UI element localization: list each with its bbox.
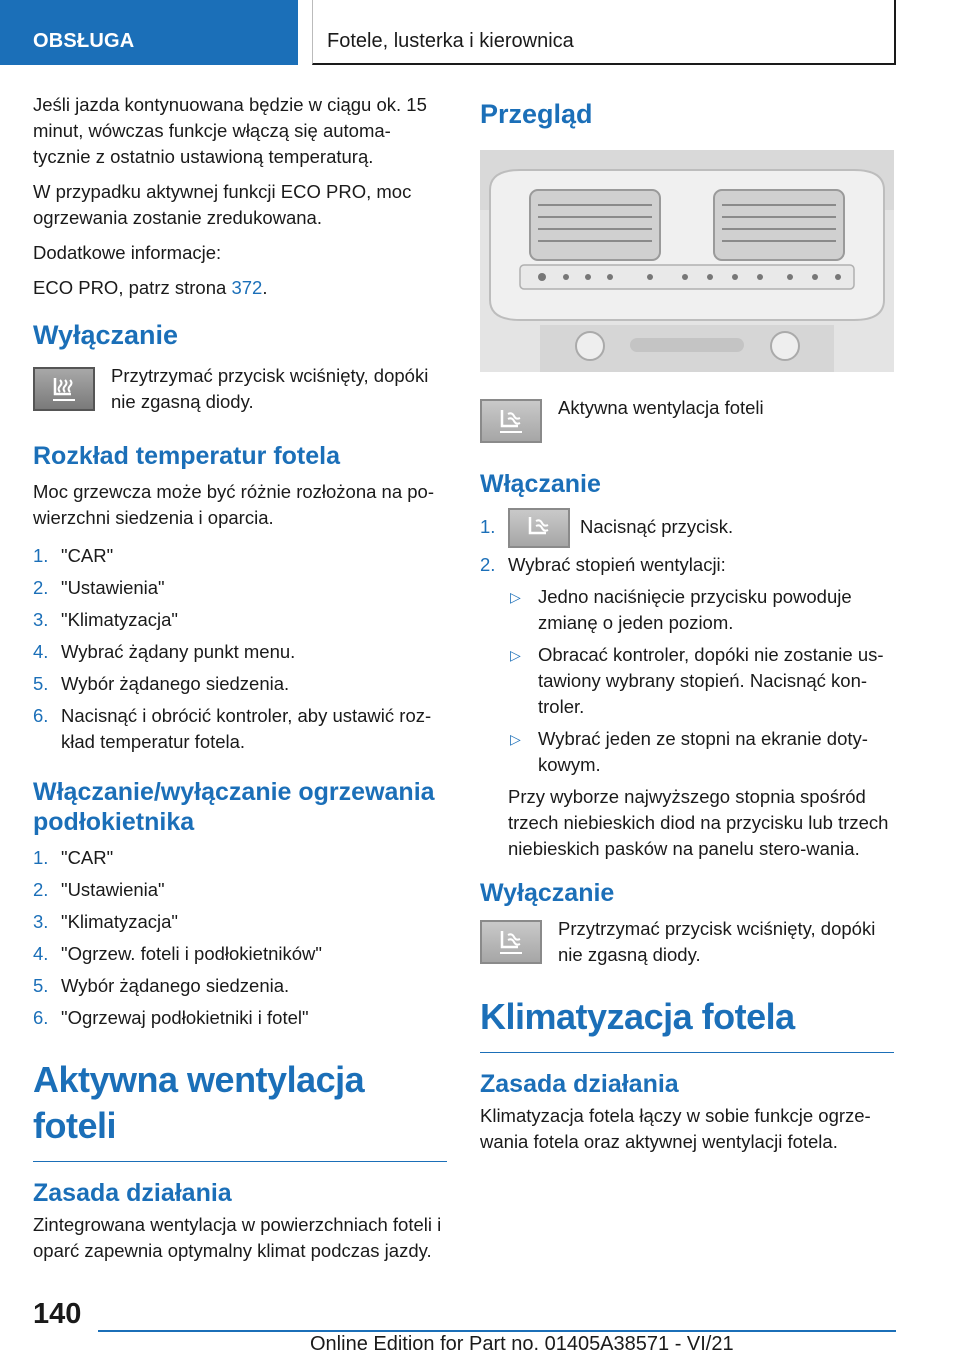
step-number: 1. <box>33 847 49 868</box>
armrest-steps <box>33 845 447 1031</box>
title-ventilation: Aktywna wentylacja foteli <box>33 1057 447 1162</box>
list-item <box>33 973 447 999</box>
principle-text: Zintegrowana wentylacja w powierzchniach foteli i oparć zapewnia optymalny klimat podczas jazdy. <box>33 1214 442 1261</box>
overview-caption: Aktywna wentylacja foteli <box>558 397 764 418</box>
step-text: Wybór żądanego siedzenia. <box>61 673 290 694</box>
section-label: OBSŁUGA <box>33 30 135 52</box>
list-item <box>508 726 894 778</box>
list-item <box>33 607 447 633</box>
title-climate: Klimatyzacja fotela <box>480 994 894 1053</box>
heading-off: Wyłączanie <box>33 320 179 350</box>
off-instruction <box>33 363 447 415</box>
triangle-bullet-icon: ▷ <box>510 731 521 748</box>
ventilation-button-icon <box>508 508 570 548</box>
step-text: Nacisnąć i obrócić kontroler, aby ustawić roz-kład temperatur fotela. <box>61 705 432 752</box>
ventilation-note: Przy wyborze najwyższego stopnia spośród trzech niebieskich diod na przycisku lub trzech niebieskich pasków na panelu stero-wania. <box>508 786 889 860</box>
heading-principle: Zasada działania <box>480 1070 679 1099</box>
step-number: 5. <box>33 975 49 996</box>
seat-heating-button <box>33 367 95 411</box>
step-text: "CAR" <box>61 545 114 566</box>
on-steps <box>480 507 894 862</box>
footer-divider <box>98 1330 896 1332</box>
step-text: "Klimatyzacja" <box>61 609 178 630</box>
list-item <box>33 671 447 697</box>
right-column <box>480 92 894 1164</box>
step-number: 1. <box>480 516 496 537</box>
list-item <box>508 642 894 720</box>
step-number: 4. <box>33 641 49 662</box>
bullet-text: Obracać kontroler, dopóki nie zostanie us-tawiony wybrany stopień. Nacisnąć kon-troler. <box>538 644 884 718</box>
step-text: Wybór żądanego siedzenia. <box>61 975 290 996</box>
step-number: 1. <box>33 545 49 566</box>
seat-ventilation-button <box>480 920 542 964</box>
page-link[interactable]: 372 <box>231 277 263 298</box>
intro-paragraph: W przypadku aktywnej funkcji ECO PRO, moc ogrzewania zostanie zredukowana. <box>33 181 412 228</box>
heading-armrest: Włączanie/wyłączanie ogrzewania podłokietnika <box>33 778 435 836</box>
step-text: "Ustawienia" <box>61 577 165 598</box>
seat-ventilation-icon <box>494 927 528 957</box>
distribution-steps <box>33 543 447 755</box>
step-number: 6. <box>33 705 49 726</box>
heading-off: Wyłączanie <box>480 879 615 908</box>
distribution-text: Moc grzewcza może być różnie rozłożona na po-wierzchni siedzenia i oparcia. <box>33 481 435 528</box>
step-text: Wybrać żądany punkt menu. <box>61 641 296 662</box>
step-number: 3. <box>33 609 49 630</box>
eco-pro-text: ECO PRO, patrz strona <box>33 277 232 298</box>
heading-principle: Zasada działania <box>33 1179 232 1207</box>
step-number: 2. <box>480 554 496 576</box>
step-text: "Ogrzewaj podłokietniki i fotel" <box>61 1007 309 1028</box>
step-text: Nacisnąć przycisk. <box>580 516 734 537</box>
heading-overview: Przegląd <box>480 99 593 129</box>
seat-ventilation-button <box>480 399 542 443</box>
step-number: 2. <box>33 577 49 598</box>
heading-on: Włączanie <box>480 470 601 498</box>
intro-paragraph: Jeśli jazda kontynuowana będzie w ciągu ok. 15 minut, wówczas funkcje włączą się automa-tycznie z ostatnio ustawioną temperaturą. <box>33 94 427 167</box>
step-text: "Klimatyzacja" <box>61 911 178 932</box>
step-number: 4. <box>33 943 49 964</box>
seat-heating-icon <box>47 374 81 404</box>
list-item <box>33 575 447 601</box>
step-number: 3. <box>33 911 49 932</box>
left-column <box>33 92 447 1273</box>
step-text: Wybrać stopień wentylacji: <box>508 554 726 576</box>
step-text: "Ogrzew. foteli i podłokietników" <box>61 943 322 964</box>
edition-text: Online Edition for Part no. 01405A38571 - VI/21 <box>310 1333 734 1355</box>
list-item <box>33 877 447 903</box>
chapter-title: Fotele, lusterka i kierownica <box>327 30 574 52</box>
list-item <box>33 543 447 569</box>
list-item <box>508 584 894 636</box>
list-item <box>480 507 894 548</box>
list-item <box>33 1005 447 1031</box>
eco-pro-reference <box>33 275 447 301</box>
principle-text: Klimatyzacja fotela łączy w sobie funkcje ogrze-wania fotela oraz aktywnej wentylacji fotela. <box>480 1105 871 1153</box>
list-item <box>33 703 447 755</box>
section-tab <box>0 0 298 65</box>
step-number: 2. <box>33 879 49 900</box>
step-text: "CAR" <box>61 847 114 868</box>
intro-paragraph: Dodatkowe informacje: <box>33 242 222 263</box>
off-text: Przytrzymać przycisk wciśnięty, dopóki nie zgasną diody. <box>558 918 876 966</box>
page-number: 140 <box>33 1298 82 1330</box>
step-text: "Ustawienia" <box>61 879 165 900</box>
bullet-text: Jedno naciśnięcie przycisku powoduje zmianę o jeden poziom. <box>538 586 852 634</box>
list-item <box>33 639 447 665</box>
period: . <box>262 277 268 298</box>
list-item <box>33 845 447 871</box>
off-text: Przytrzymać przycisk wciśnięty, dopóki nie zgasną diody. <box>111 365 429 412</box>
triangle-bullet-icon: ▷ <box>510 647 521 664</box>
overview-caption-row <box>480 395 894 443</box>
list-item <box>480 552 894 862</box>
seat-ventilation-icon <box>494 406 528 436</box>
bullet-text: Wybrać jeden ze stopni na ekranie doty-kowym. <box>538 728 868 776</box>
chapter-header <box>312 0 896 65</box>
heading-distribution: Rozkład temperatur fotela <box>33 442 341 470</box>
off-instruction <box>480 916 894 968</box>
list-item <box>33 909 447 935</box>
ventilation-panel-photo <box>480 150 894 372</box>
ventilation-options <box>508 584 894 778</box>
triangle-bullet-icon: ▷ <box>510 589 521 606</box>
step-number: 6. <box>33 1007 49 1028</box>
step-number: 5. <box>33 673 49 694</box>
list-item <box>33 941 447 967</box>
